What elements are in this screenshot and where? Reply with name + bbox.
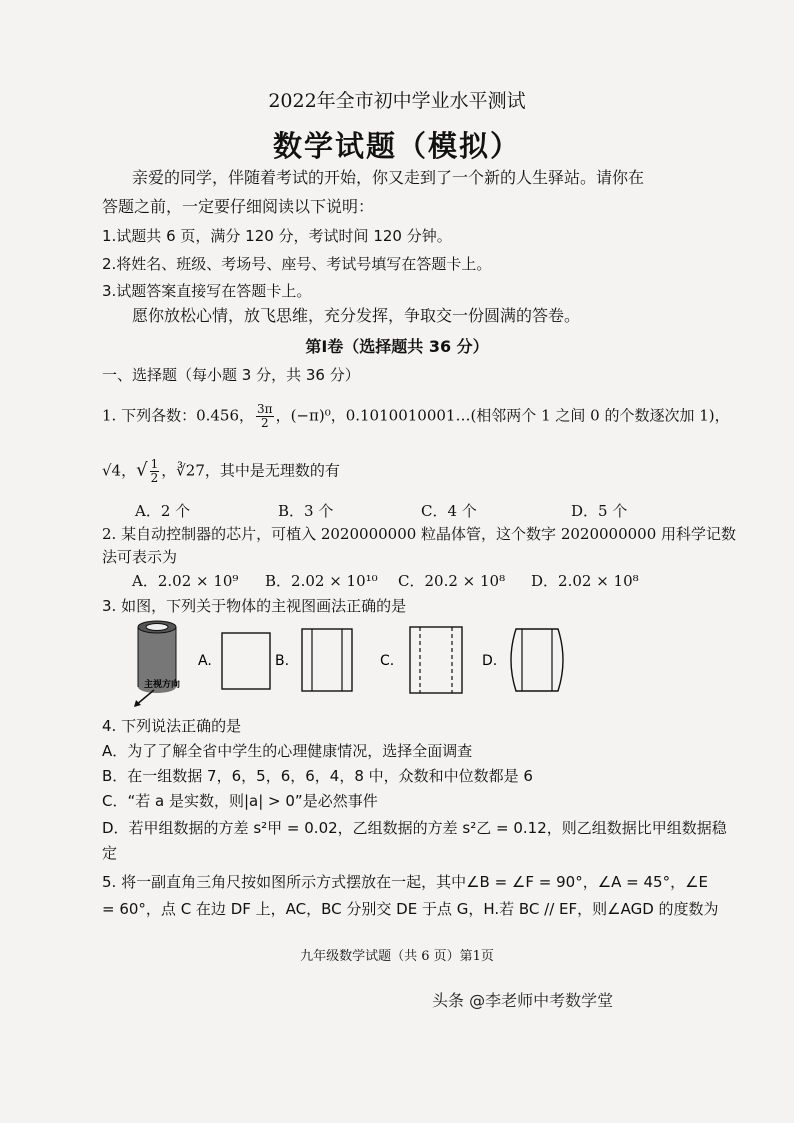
question-5-line-2: = 60°，点 C 在边 DF 上，AC，BC 分别交 DE 于点 G，H.若 BC // EF，则∠AGD 的度数为 (102, 900, 719, 918)
option-d-label: D. (482, 653, 498, 669)
question-3: 3. 如图，下列关于物体的主视图画法正确的是 (102, 597, 407, 615)
intro-line-1: 亲爱的同学，伴随着考试的开始，你又走到了一个新的人生驿站。请你在 (132, 168, 645, 187)
rule-1: 1.试题共 6 页，满分 120 分，考试时间 120 分钟。 (102, 227, 452, 245)
option-b-label: B. (275, 653, 290, 669)
part-heading: 一、选择题（每小题 3 分，共 36 分） (102, 366, 360, 384)
q1-option-a: A．2 个 (135, 502, 191, 520)
q1-option-c: C．4 个 (421, 502, 477, 520)
watermark: 头条 @李老师中考数学堂 (432, 991, 614, 1010)
q1-option-d: D．5 个 (571, 502, 628, 520)
question-1-line-2: √4，√ $\frac{1}{2}$ ，∛27，其中是无理数的有 (102, 457, 340, 485)
q1-rest: ，(−π)⁰，0.1010010001…(相邻两个 1 之间 0 的个数逐次加 1)， (275, 406, 730, 425)
q1-fraction: $\frac{3\pi}{2}$ (257, 402, 273, 430)
q2-option-d: D．2.02 × 10⁸ (531, 572, 639, 590)
q1-sqrt4: √4， (102, 461, 137, 480)
q1-option-b: B．3 个 (278, 502, 334, 520)
q1-sqrt-half: $\frac{1}{2}$ (150, 457, 159, 485)
option-c-figure (410, 627, 462, 693)
rule-2: 2.将姓名、班级、考场号、座号、考试号填写在答题卡上。 (102, 255, 492, 273)
option-a-figure (222, 633, 270, 689)
q2-option-a: A．2.02 × 10⁹ (132, 572, 239, 590)
q2-option-b: B．2.02 × 10¹⁰ (265, 572, 378, 590)
q4-option-b: B．在一组数据 7，6，5，6，6，4，8 中，众数和中位数都是 6 (102, 767, 533, 785)
q4-option-d: D．若甲组数据的方差 s²甲 = 0.02，乙组数据的方差 s²乙 = 0.12，则乙组数据比甲组数据稳 (102, 819, 727, 837)
section-title: 第Ⅰ卷（选择题共 36 分） (305, 337, 489, 356)
q4-option-d-cont: 定 (102, 844, 118, 862)
q1-lead: 1. 下列各数：0.456， (102, 406, 255, 425)
intro-closing: 愿你放松心情，放飞思维，充分发挥，争取交一份圆满的答卷。 (132, 306, 581, 325)
q4-option-c: C．“若 a 是实数，则|a| > 0”是必然事件 (102, 792, 378, 810)
option-c-label: C. (380, 653, 395, 669)
question-1 (102, 403, 730, 430)
q3-figure (118, 615, 578, 715)
q4-option-a: A．为了了解全省中学生的心理健康情况，选择全面调查 (102, 742, 473, 760)
rule-3: 3.试题答案直接写在答题卡上。 (102, 282, 312, 300)
arrow-label: 主视方向 (144, 680, 181, 690)
exam-subtitle: 数学试题（模拟） (272, 129, 521, 163)
question-2: 2. 某自动控制器的芯片，可植入 2020000000 粒晶体管，这个数字 2020000000 用科学记数 (102, 525, 737, 543)
intro-line-2: 答题之前，一定要仔细阅读以下说明： (102, 197, 375, 216)
exam-title: 2022年全市初中学业水平测试 (268, 90, 526, 112)
q2-option-c: C．20.2 × 10⁸ (398, 572, 506, 590)
arrow-icon (134, 690, 154, 707)
option-a-label: A. (198, 653, 212, 669)
question-4: 4. 下列说法正确的是 (102, 717, 242, 735)
option-b-figure (302, 629, 352, 691)
question-5: 5. 将一副直角三角尺按如图所示方式摆放在一起，其中∠B = ∠F = 90°，∠A = 45°，∠E (102, 873, 709, 891)
page-footer: 九年级数学试题（共 6 页）第1页 (300, 949, 494, 964)
q1-line2-rest: ，∛27，其中是无理数的有 (161, 461, 340, 480)
option-d-figure (511, 629, 563, 691)
question-2-line-2: 法可表示为 (102, 548, 178, 566)
